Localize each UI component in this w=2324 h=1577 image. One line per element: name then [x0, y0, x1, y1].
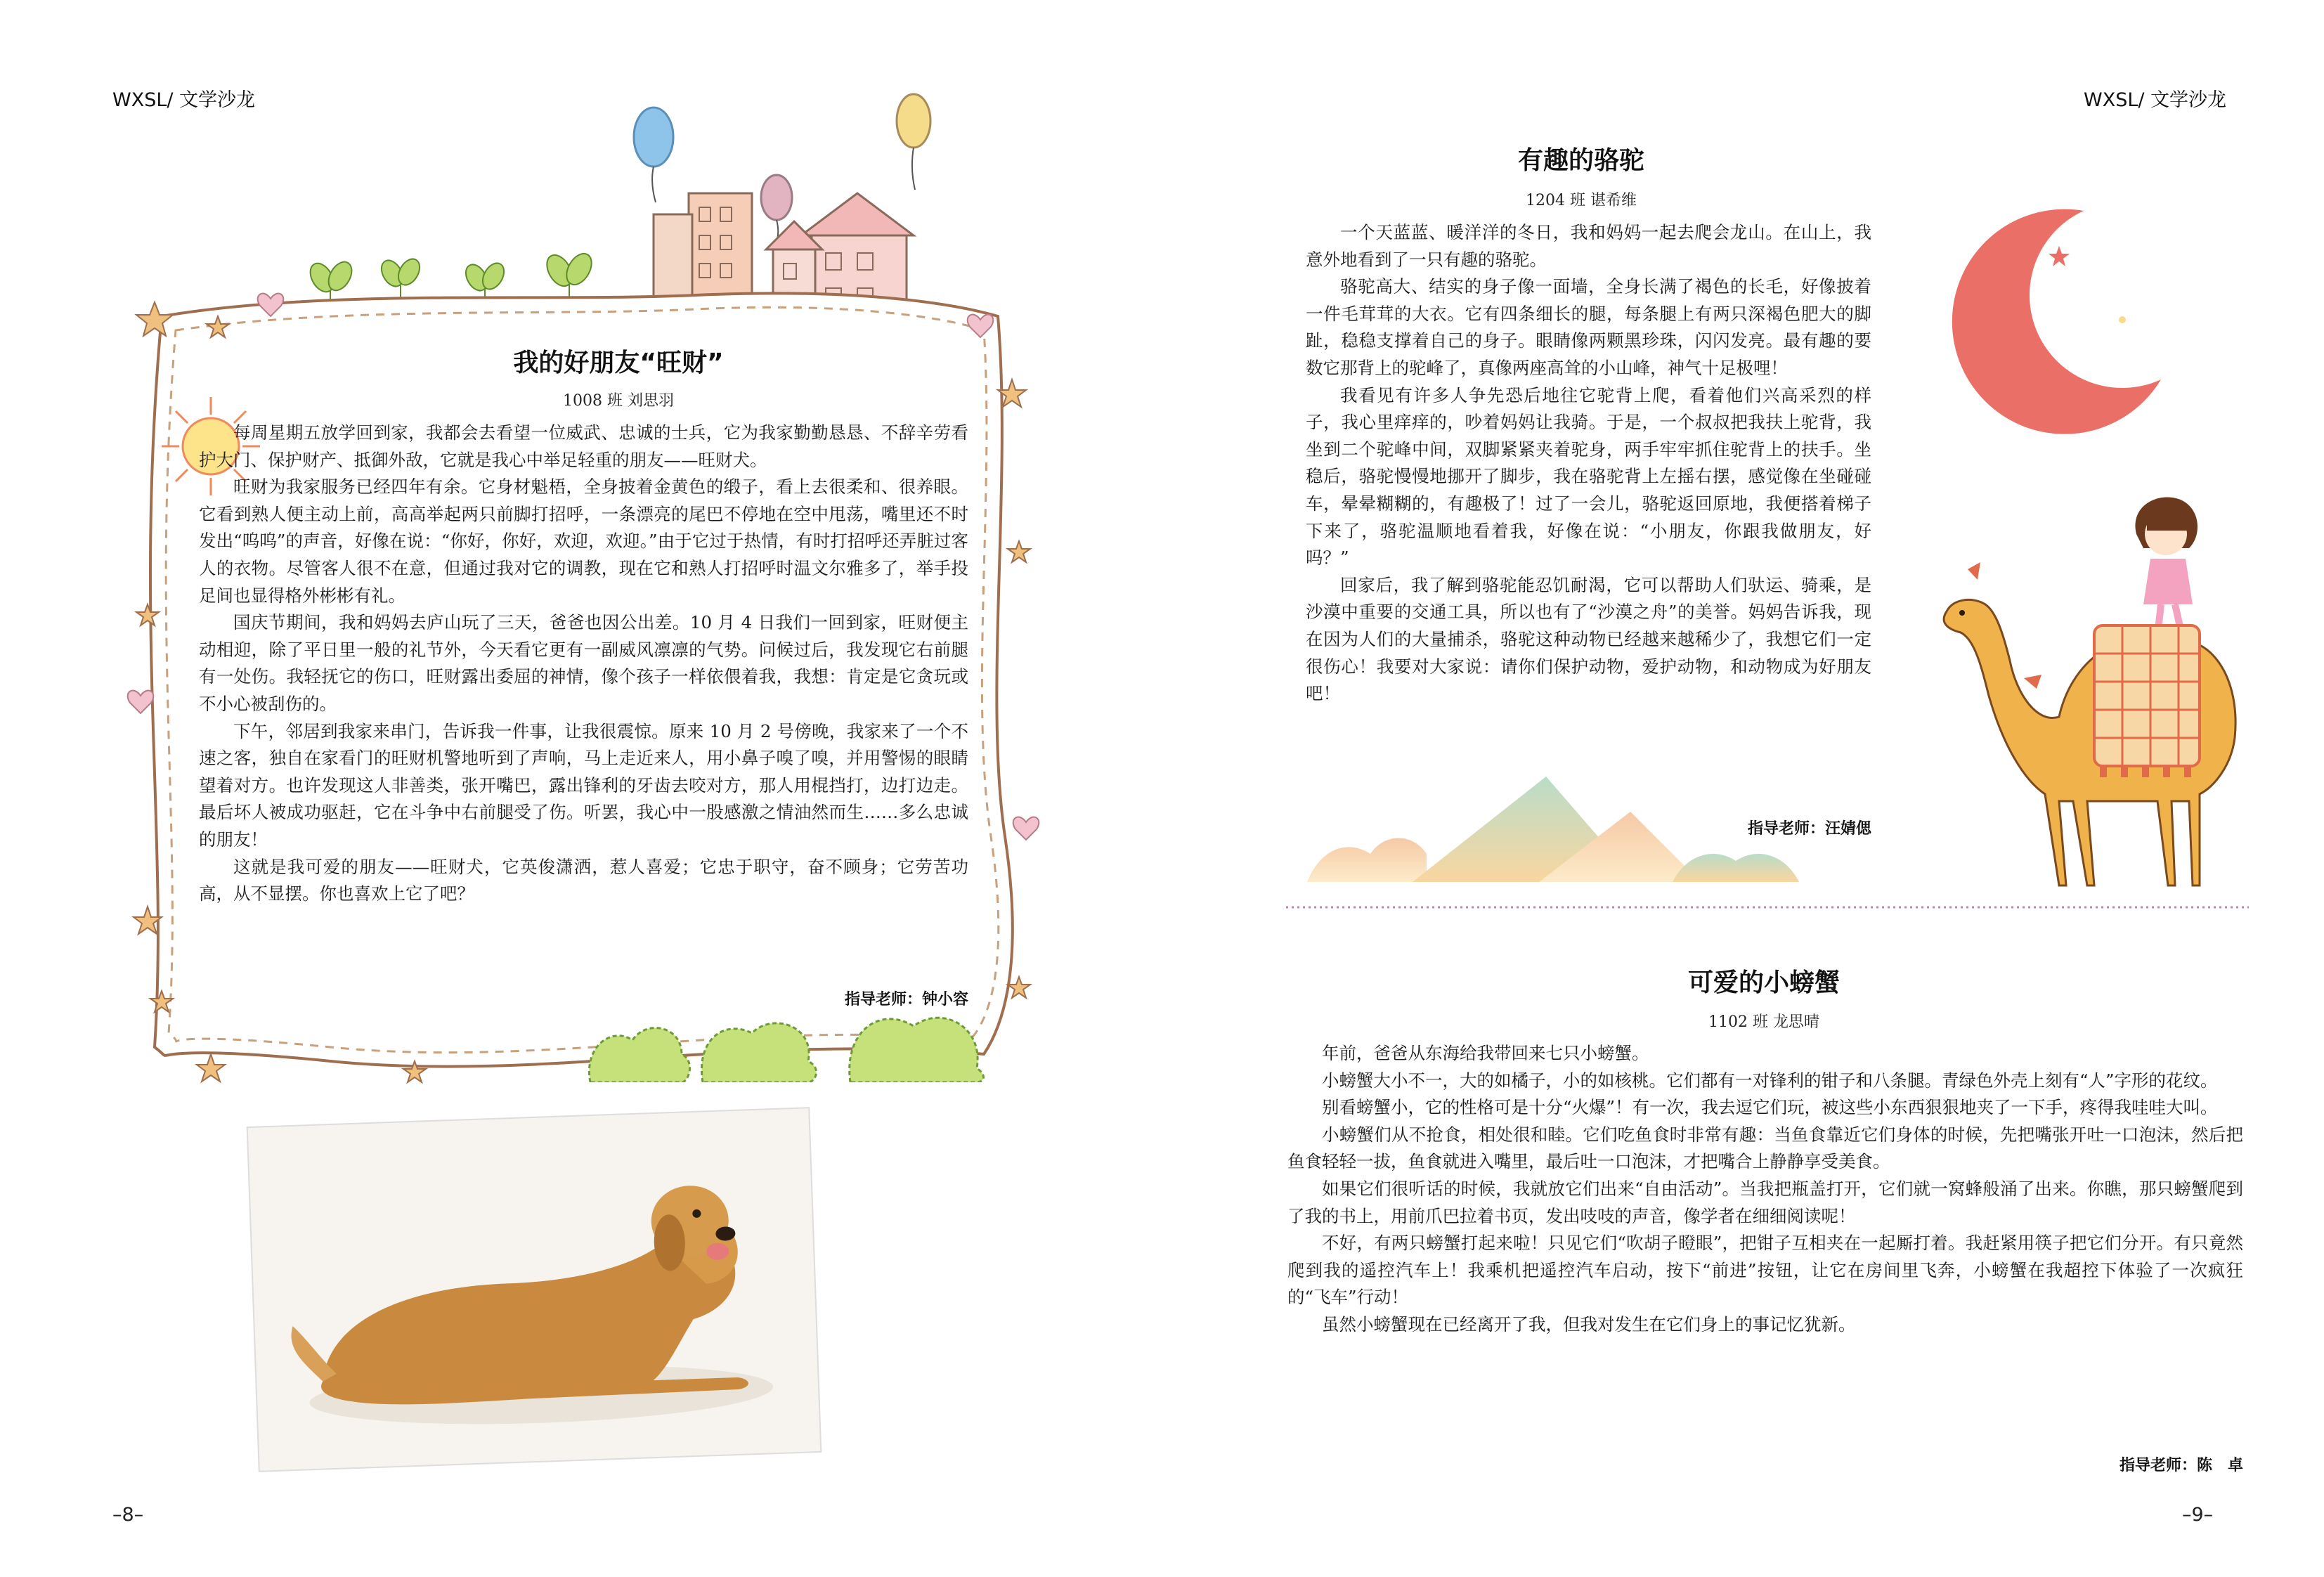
left-page-header: WXSL/ 文学沙龙	[112, 89, 256, 111]
article3-paragraph: 别看螃蟹小，它的性格可是十分“火爆”！有一次，我去逗它们玩，被这些小东西狠狠地夹了一下手，疼得我哇哇大叫。	[1322, 1097, 2218, 1118]
article2-paragraph: 我看见有许多人争先恐后地往它驼背上爬，看着他们兴高采烈的样子，我心里痒痒的，吵着妈妈让我骑。于是，一个叔叔把我扶上驼背，我坐到二个驼峰中间，双脚紧紧夹着驼身，两手牢牢抓住驼背上的扶手。坐稳后，骆驼慢慢地挪开了脚步，我在骆驼背上左摇右摆，感觉像在坐碰碰车，晕晕糊糊的，有趣极了！过了一会儿，骆驼返回原地，我便搭着梯子下来了，骆驼温顺地看着我，好像在说：“小朋友，你跟我做朋友，好吗？”	[1306, 384, 1871, 569]
article1-paragraph: 旺财为我家服务已经四年有余。它身材魁梧，全身披着金黄色的缎子，看上去很柔和、很养眼。它看到熟人便主动上前，高高举起两只前脚打招呼，一条漂亮的尾巴不停地在空中甩荡，嘴里还不时发出“呜呜”的声音，好像在说：“你好，你好，欢迎，欢迎。”由于它过于热情，有时打招呼还弄脏过客人的衣物。尽管客人很不在意，但通过我对它的调教，现在它和熟人打招呼时温文尔雅多了，举手投足间也显得格外彬彬有礼。	[199, 476, 968, 606]
article3-paragraph: 小螃蟹大小不一，大的如橘子，小的如核桃。它们都有一对锋利的钳子和八条腿。青绿色外壳上刻有“人”字形的花纹。	[1322, 1070, 2218, 1091]
dog-photo	[242, 1107, 826, 1472]
article3-body	[1287, 1040, 2243, 1339]
left-page-number: –8–	[112, 1504, 144, 1526]
article2-teacher: 指导老师：汪婧偲	[1747, 820, 1871, 838]
article3-paragraph: 不好，有两只螃蟹打起来啦！只见它们“吹胡子瞪眼”，把钳子互相夹在一起厮打着。我赶紧用筷子把它们分开。有只竟然爬到我的遥控汽车上！我乘机把遥控汽车启动，按下“前进”按钮，让它在房间里飞奔，小螃蟹在我超控下体验了一次疯狂的“飞车”行动！	[1287, 1233, 2243, 1308]
article3-paragraph: 年前，爸爸从东海给我带回来七只小螃蟹。	[1322, 1043, 1649, 1063]
article3-byline: 1102 班 龙思晴	[1708, 1013, 1819, 1031]
article3-teacher: 指导老师：陈 卓	[2119, 1457, 2243, 1474]
article3-paragraph: 如果它们很听话的时候，我就放它们出来“自由活动”。当我把瓶盖打开，它们就一窝蜂般涌了出来。你瞧，那只螃蟹爬到了我的书上，用前爪巴拉着书页，发出吱吱的声音，像学者在细细阅读呢！	[1287, 1178, 2243, 1226]
article3-title: 可爱的小螃蟹	[1687, 968, 1840, 997]
section-divider	[1286, 905, 2249, 909]
article2-paragraph: 回家后，我了解到骆驼能忍饥耐渴，它可以帮助人们驮运、骑乘，是沙漠中重要的交通工具，所以也有了“沙漠之舟”的美誉。妈妈告诉我，现在因为人们的大量捕杀，骆驼这种动物已经越来越稀少了，我想它们一定很伤心！我要对大家说：请你们保护动物，爱护动物，和动物成为好朋友吧！	[1306, 574, 1871, 704]
article2-paragraph: 骆驼高大、结实的身子像一面墙，全身长满了褐色的长毛，好像披着一件毛茸茸的大衣。它有四条细长的腿，每条腿上有两只深褐色肥大的脚趾，稳稳支撑着自己的身子。眼睛像两颗黑珍珠，闪闪发亮。最有趣的要数它那背上的驼峰了，真像两座高耸的小山峰，神气十足极哩！	[1306, 276, 1871, 378]
article1-paragraph: 这就是我可爱的朋友——旺财犬，它英俊潇洒，惹人喜爱；它忠于职守，奋不顾身；它劳苦功高，从不显摆。你也喜欢上它了吧？	[199, 856, 968, 904]
bush-icon	[583, 998, 991, 1082]
article2-body	[1306, 219, 1871, 708]
article1-byline: 1008 班 刘思羽	[563, 392, 674, 410]
camel-icon	[1919, 555, 2256, 907]
article3-paragraph: 小螃蟹们从不抢食，相处很和睦。它们吃鱼食时非常有趣：当鱼食靠近它们身体的时候，先把嘴张开吐一口泡沫，然后把鱼食轻轻一拔，鱼食就进入嘴里，最后吐一口泡沫，才把嘴合上静静享受美食。	[1287, 1124, 2243, 1172]
article1-paragraph: 国庆节期间，我和妈妈去庐山玩了三天，爸爸也因公出差。10 月 4 日我们一回到家，旺财便主动相迎，除了平日里一般的礼节外，今天看它更有一副威风凛凛的气势。问候过后，我发现它右前腿有一处伤。我轻抚它的伤口，旺财露出委屈的神情，像个孩子一样依偎着我，我想：肯定是它贪玩或不小心被刮伤的。	[199, 612, 968, 714]
article2-title: 有趣的骆驼	[1517, 146, 1644, 175]
article2-byline: 1204 班 谌希维	[1526, 192, 1637, 209]
article1-teacher: 指导老师：钟小容	[844, 991, 968, 1008]
right-page-number: –9–	[2182, 1504, 2214, 1526]
article1-paragraph: 下午，邻居到我家来串门，告诉我一件事，让我很震惊。原来 10 月 2 号傍晚，我家来了一个不速之客，独自在家看门的旺财机警地听到了声响，马上走近来人，用小鼻子嗅了嗅，并用警惕的眼睛望着对方。也许发现这人非善类，张开嘴巴，露出锋利的牙齿去咬对方，那人用棍挡打，边打边走。最后坏人被成功驱赶，它在斗争中右前腿受了伤。听罢，我心中一股感激之情油然而生……多么忠诚的朋友！	[199, 720, 968, 850]
article1-paragraph: 每周星期五放学回到家，我都会去看望一位威武、忠诚的士兵，它为我家勤勤恳恳、不辞辛劳看护大门、保护财产、抵御外敌，它就是我心中举足轻重的朋友——旺财犬。	[199, 422, 968, 470]
mountain-icon	[1307, 762, 1799, 882]
article1-title: 我的好朋友“旺财”	[513, 349, 724, 377]
right-page-header: WXSL/ 文学沙龙	[2084, 89, 2227, 111]
crescent-moon-icon	[1919, 197, 2172, 436]
article3-paragraph: 虽然小螃蟹现在已经离开了我，但我对发生在它们身上的事记忆犹新。	[1322, 1313, 1856, 1335]
article1-body	[199, 420, 968, 908]
article2-paragraph: 一个天蓝蓝、暖洋洋的冬日，我和妈妈一起去爬会龙山。在山上，我意外地看到了一只有趣的骆驼。	[1306, 222, 1871, 270]
